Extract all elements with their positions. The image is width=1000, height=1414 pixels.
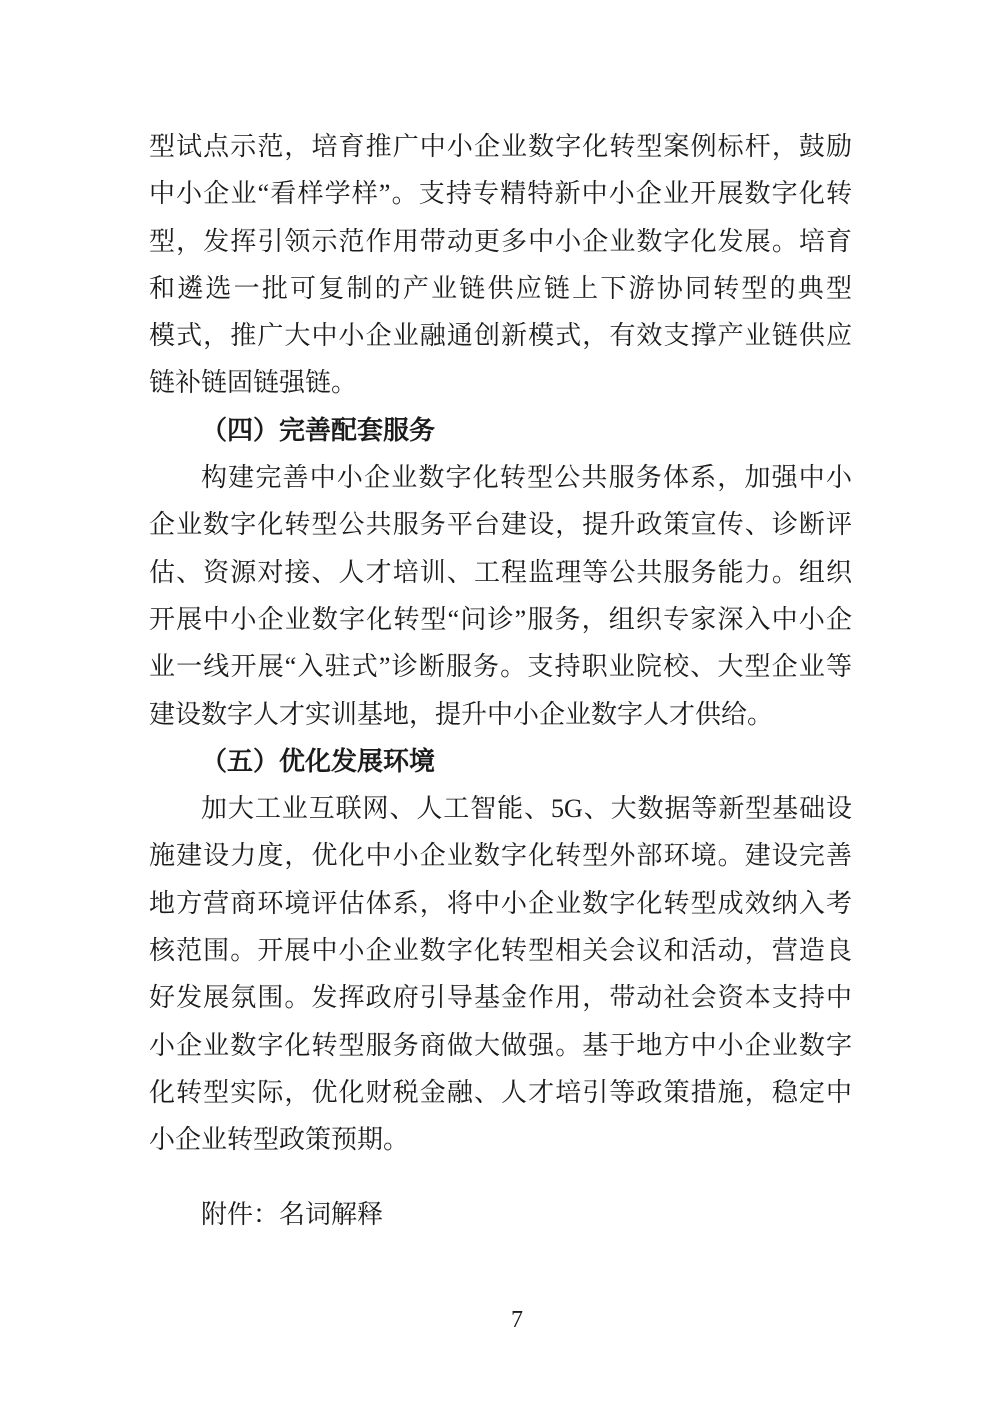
- body-line: 好发展氛围。发挥政府引导基金作用，带动社会资本支持中: [149, 983, 852, 1013]
- body-line: 业一线开展“入驻式”诊断服务。支持职业院校、大型企业等: [149, 652, 852, 682]
- body-line: 模式，推广大中小企业融通创新模式，有效支撑产业链供应: [149, 321, 852, 351]
- body-line: 构建完善中小企业数字化转型公共服务体系，加强中小: [201, 463, 852, 493]
- body-line: 企业数字化转型公共服务平台建设，提升政策宣传、诊断评: [149, 510, 852, 540]
- body-line: 开展中小企业数字化转型“问诊”服务，组织专家深入中小企: [149, 604, 852, 634]
- body-line: 中小企业“看样学样”。支持专精特新中小企业开展数字化转: [149, 179, 852, 209]
- body-line: 地方营商环境评估体系，将中小企业数字化转型成效纳入考: [149, 888, 852, 918]
- attachment-line: 附件：名词解释: [201, 1199, 384, 1229]
- body-line: 型试点示范，培育推广中小企业数字化转型案例标杆，鼓励: [149, 132, 852, 161]
- body-line: 小企业转型政策预期。: [149, 1125, 410, 1155]
- body-line: 化转型实际，优化财税金融、人才培引等政策措施，稳定中: [149, 1077, 852, 1107]
- body-line: 核范围。开展中小企业数字化转型相关会议和活动，营造良: [149, 936, 852, 966]
- body-line: 建设数字人才实训基地，提升中小企业数字人才供给。: [149, 699, 774, 729]
- body-line: 施建设力度，优化中小企业数字化转型外部环境。建设完善: [149, 841, 852, 871]
- body-line: 加大工业互联网、人工智能、5G、大数据等新型基础设: [201, 794, 852, 824]
- page-footer: [0, 1305, 1000, 1335]
- page-number: 7: [511, 1307, 523, 1333]
- section-5-heading: （五）优化发展环境: [201, 746, 436, 776]
- document-body: [149, 123, 852, 1238]
- section-4-heading: （四）完善配套服务: [201, 415, 436, 445]
- body-line: 估、资源对接、人才培训、工程监理等公共服务能力。组织: [149, 557, 852, 587]
- body-line: 小企业数字化转型服务商做大做强。基于地方中小企业数字: [149, 1030, 852, 1060]
- body-line: 和遴选一批可复制的产业链供应链上下游协同转型的典型: [149, 273, 852, 303]
- body-line: 型，发挥引领示范作用带动更多中小企业数字化发展。培育: [149, 226, 852, 256]
- body-line: 链补链固链强链。: [149, 368, 358, 398]
